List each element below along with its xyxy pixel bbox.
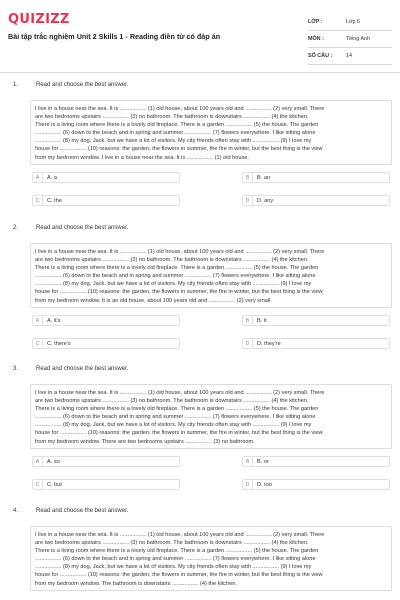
option-letter: A [33,457,43,466]
option-text: C. the [47,197,62,204]
passage-line: house for ................. (10) reasons: the garden, the flowers in summer, the fire in winter, but the best thing is the view [35,430,323,437]
option-letter: C [33,480,43,489]
question-number: 2. [13,225,19,231]
passage-line: are two bedrooms upstairs ................. (3) no bathroom. The bathroom is downstairs ................. (4) the kitchen. [35,257,309,264]
option-a[interactable] [32,315,180,326]
passage-line: ................. (8) my dog, Jack, but we have a lot of visitors. My city friends often stay with ................. (9) I love my [35,564,312,571]
passage-line: house for ................. (10) reasons: the garden, the flowers in summer, the fire in winter, but the best thing is the view [35,289,323,296]
meta-label: LỚP : [308,19,323,25]
meta-value: 14 [346,53,352,59]
option-text: B. it [257,317,267,324]
option-letter: D [243,339,253,348]
reading-passage [30,243,392,308]
option-letter: B [243,457,253,466]
quizizz-logo: QUIZIZZ [8,12,70,27]
question-prompt: Read and choose the best answer. [36,366,129,372]
page-header [0,0,400,72]
option-c[interactable] [32,195,180,206]
passage-line: ................. (8) my dog, Jack, but we have a lot of visitors. My city friends often stay with ................. (9) I love my [35,422,312,429]
passage-line: from my bedroom window. It is an old house, about 100 years old and ................. (2) very small. [35,297,272,304]
passage-line: I live in a house near the sea. It is ................. (1) old house, about 100 years old and ................. (2) very small. There [35,390,325,396]
option-d[interactable] [242,338,390,349]
option-text: B. or [257,458,269,465]
option-letter: B [243,173,253,182]
option-letter: A [33,173,43,182]
passage-line: are two bedrooms upstairs ................. (3) no bathroom. The bathroom is downstairs ................. (4) the kitchen. [35,398,309,405]
passage-line: house for ................. (10) reasons: the garden, the flowers in summer, the fire in winter, but the best thing is the view [35,572,323,579]
option-c[interactable] [32,479,180,490]
reading-passage [30,526,392,591]
option-letter: B [243,316,253,325]
passage-line: I live in a house near the sea. It is ................. (1) old house, about 100 years old and ................. (2) very small. There [35,532,325,538]
passage-line: are two bedrooms upstairs ................. (3) no bathroom. The bathroom is downstairs ................. (4) the kitchen. [35,540,309,547]
passage-line: I live in a house near the sea. It is ................. (1) old house, about 100 years old and ................. (2) very small. There [35,106,325,112]
passage-line: ................. (6) down to the beach and in spring and summer ................. (7) flowers everywhere. I like sitting alone [35,556,316,563]
option-text: C. there's [47,340,71,347]
option-text: C. but [47,481,62,488]
option-letter: C [33,339,43,348]
meta-label: MÔN : [308,36,324,42]
passage-line: from my bedroom window. The bathroom is downstairs ................. (4) the kitchen. [35,580,237,587]
reading-passage [30,100,392,165]
option-a[interactable] [32,456,180,467]
option-text: A. a [47,174,57,181]
passage-line: ................. (8) my dog, Jack, but we have a lot of visitors. My city friends often stay with ................. (9) I love my [35,281,312,288]
passage-line: from my bedroom window. There are two bedrooms upstairs ................. (3) no bathroom. [35,438,255,445]
option-letter: C [33,196,43,205]
option-b[interactable] [242,456,390,467]
reading-passage [30,384,392,449]
meta-table [308,14,392,65]
option-text: D. they're [257,340,281,347]
question-number: 4. [13,508,19,514]
option-b[interactable] [242,315,390,326]
header-divider [0,72,400,73]
passage-line: are two bedrooms upstairs ................. (3) no bathroom. The bathroom is downstairs ................. (4) the kitchen. [35,114,309,121]
option-d[interactable] [242,479,390,490]
option-c[interactable] [32,338,180,349]
passage-line: I live in a house near the sea. It is ................. (1) old house, about 100 years old and ................. (2) very small. There [35,249,325,255]
meta-value: Tiếng Anh [346,36,371,42]
option-letter: D [243,480,253,489]
passage-line: ................. (6) down to the beach and in spring and summer ................. (7) flowers everywhere. I like sitting alone [35,130,316,137]
passage-line: There is a living room where there is a lovely old fireplace. There is a garden ................. (5) the house. The garden [35,122,319,129]
meta-value: Lớp 6 [346,19,361,25]
question-prompt: Read and choose the best answer. [36,82,129,88]
question-number: 1. [13,82,19,88]
option-text: B. an [257,174,271,181]
passage-line: There is a living room where there is a lovely old fireplace. There is a garden ................. (5) the house. The garden [35,548,319,555]
option-text: A. it's [47,317,61,324]
option-a[interactable] [32,172,180,183]
question-prompt: Read and choose the best answer. [36,225,129,231]
passage-line: There is a living room where there is a lovely old fireplace. There is a garden ................. (5) the house. The garden [35,406,319,413]
passage-line: ................. (8) my dog, Jack, but we have a lot of visitors. My city friends often stay with ................. (9) I love my [35,138,312,145]
option-d[interactable] [242,195,390,206]
passage-line: ................. (6) down to the beach and in spring and summer ................. (7) flowers everywhere. I like sitting alone [35,414,316,421]
page-title: Bài tập trắc nghiệm Unit 2 Skills 1 - Reading điền từ có đáp án [8,32,221,41]
option-letter: A [33,316,43,325]
meta-row-subject [308,31,392,48]
passage-line: ................. (6) down to the beach and in spring and summer ................. (7) flowers everywhere. I like sitting alone [35,273,316,280]
meta-label: SỐ CÂU : [308,53,333,59]
option-text: A. so [47,458,60,465]
passage-line: There is a living room where there is a lovely old fireplace. There is a garden ................. (5) the house. The garden [35,265,319,272]
passage-line: from my bedroom window. I live in a house near the sea. It is ................. (1) old house. [35,154,249,161]
option-text: D. too [257,481,272,488]
meta-row-class [308,14,392,31]
question-number: 3. [13,366,19,372]
question-prompt: Read and choose the best answer. [36,508,129,514]
option-b[interactable] [242,172,390,183]
option-text: D. any [257,197,274,204]
option-letter: D [243,196,253,205]
meta-row-count [308,48,392,65]
passage-line: house for ................. (10) reasons: the garden, the flowers in summer, the fire in winter, but the best thing is the view [35,146,323,153]
